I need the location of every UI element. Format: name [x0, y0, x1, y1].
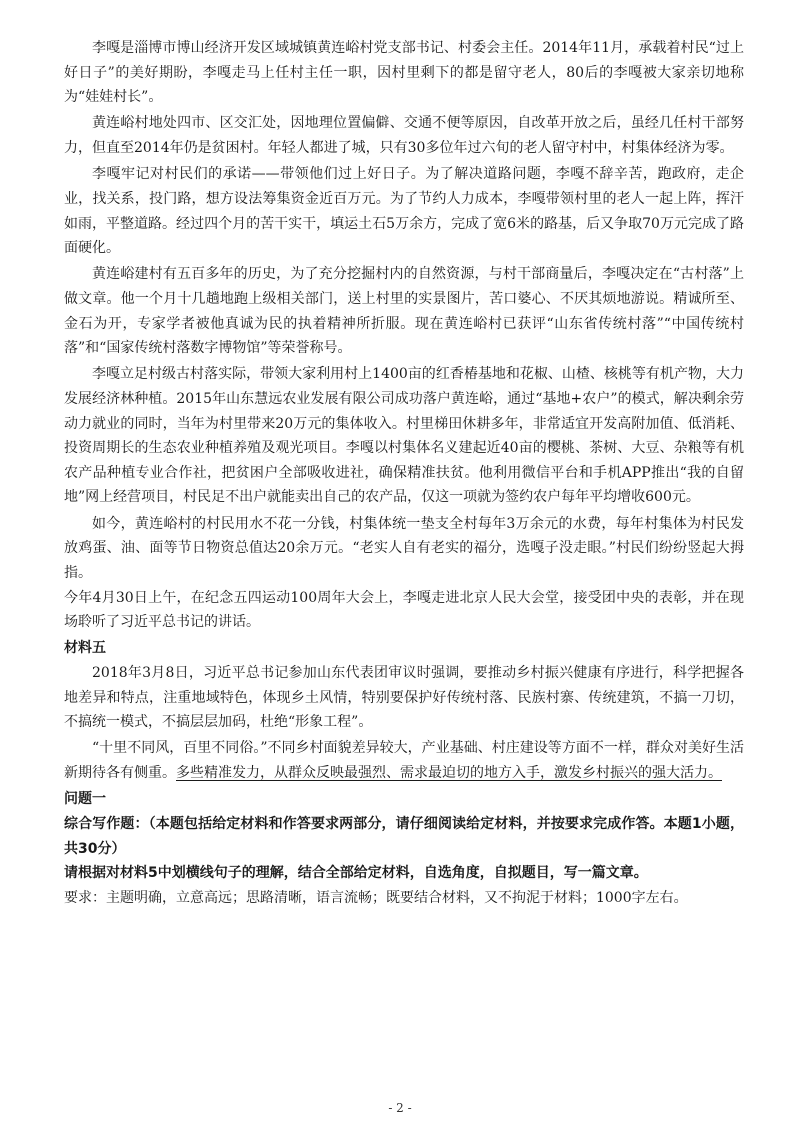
paragraph-1: 李嘎是淄博市博山经济开发区域城镇黄连峪村党支部书记、村委会主任。2014年11月，承载着村民“过上好日子”的美好期盼，李嘎走马上任村主任一职，因村里剩下的都是留守老人，80后的李嘎被大家亲切地称为“娃娃村长”。: [64, 40, 744, 106]
question-heading: 问题一: [64, 791, 106, 808]
material-five-plain-text: “十里不同风，百里不同俗。”不同乡村面貌差异较大，产业基础、村庄建设等方面不一样，群众对美好生活新期待各有侧重。: [64, 740, 744, 782]
paragraph-7: 今年4月30日上午，在纪念五四运动100周年大会上，李嘎走进北京人民大会堂，接受团中央的表彰，并在现场聆听了习近平总书记的讲话。: [64, 589, 744, 631]
question-requirement: 要求：主题明确，立意高远；思路清晰，语言流畅；既要结合材料，又不拘泥于材料；1000字左右。: [64, 889, 688, 906]
material-five-paragraph-2: [64, 736, 744, 785]
paragraph-3: 李嘎牢记对村民们的承诺——带领他们过上好日子。为了解决道路问题，李嘎不辞辛苦，跑政府，走企业，找关系，投门路，想方设法筹集资金近百万元。为了节约人力成本，李嘎带领村里的老人一起上阵，挥汗如雨，平整道路。经过四个月的苦干实干，填运土石5万余方，完成了宽6米的路基，后又争取70万元完成了路面硬化。: [64, 166, 744, 257]
material-five-heading: 材料五: [64, 640, 106, 657]
paragraph-2: 黄连峪村地处四市、区交汇处，因地理位置偏僻、交通不便等原因，自改革开放之后，虽经几任村干部努力，但直至2014年仍是贫困村。年轻人都进了城，只有30多位年过六旬的老人留守村中，村集体经济为零。: [64, 115, 744, 157]
material-five-paragraph-1: 2018年3月8日，习近平总书记参加山东代表团审议时强调，要推动乡村振兴健康有序进行，科学把握各地差异和特点，注重地域特色，体现乡土风情，特别要保护好传统村落、民族村寨、传统建筑，不搞一刀切，不搞统一模式，不搞层层加码，杜绝“形象工程”。: [64, 664, 744, 731]
page-number: - 2 -: [388, 1101, 412, 1115]
question-intro: 综合写作题：（本题包括给定材料和作答要求两部分，请仔细阅读给定材料，并按要求完成作答。本题1小题，共30分）: [64, 815, 744, 857]
question-task: 请根据对材料5中划横线句子的理解，结合全部给定材料，自选角度，自拟题目，写一篇文章。: [64, 865, 648, 882]
underlined-sentence: 多些精准发力，从群众反映最强烈、需求最迫切的地方入手，激发乡村振兴的强大活力。: [176, 765, 722, 782]
paragraph-5: 李嘎立足村级古村落实际，带领大家利用村上1400亩的红香椿基地和花椒、山楂、核桃等有机产物，大力发展经济林种植。2015年山东慧远农业发展有限公司成功落户黄连峪，通过“基地+农户”的模式，解决剩余劳动力就业的同时，当年为村里带来20万元的集体收入。村里梯田休耕多年，非常适宜开发高附加值、低消耗、投资周期长的生态农业种植养殖及观光项目。李嘎以村集体名义建起近40亩的樱桃、茶树、大豆、杂粮等有机农产品种植专业合作社，把贫困户全部吸收进社，确保精准扶贫。他利用微信平台和手机APP推出“我的自留地”网上经营项目，村民足不出户就能卖出自己的农产品，仅这一项就为签约农户每年平均增收600元。: [64, 366, 744, 506]
document-body: [64, 36, 744, 912]
paragraph-4: 黄连峪建村有五百多年的历史，为了充分挖掘村内的自然资源，与村干部商量后，李嘎决定在“古村落”上做文章。他一个月十几趟地跑上级相关部门，送上村里的实景图片，苦口婆心、不厌其烦地游说。精诚所至、金石为开，专家学者被他真诚为民的执着精神所折服。现在黄连峪村已获评“山东省传统村落”“中国传统村落”和“国家传统村落数字博物馆”等荣誉称号。: [64, 266, 744, 357]
paragraph-6: 如今，黄连峪村的村民用水不花一分钱，村集体统一垫支全村每年3万余元的水费，每年村集体为村民发放鸡蛋、油、面等节日物资总值达20余万元。“老实人自有老实的福分，选嘎子没走眼。”村民们纷纷竖起大拇指。: [64, 515, 744, 581]
